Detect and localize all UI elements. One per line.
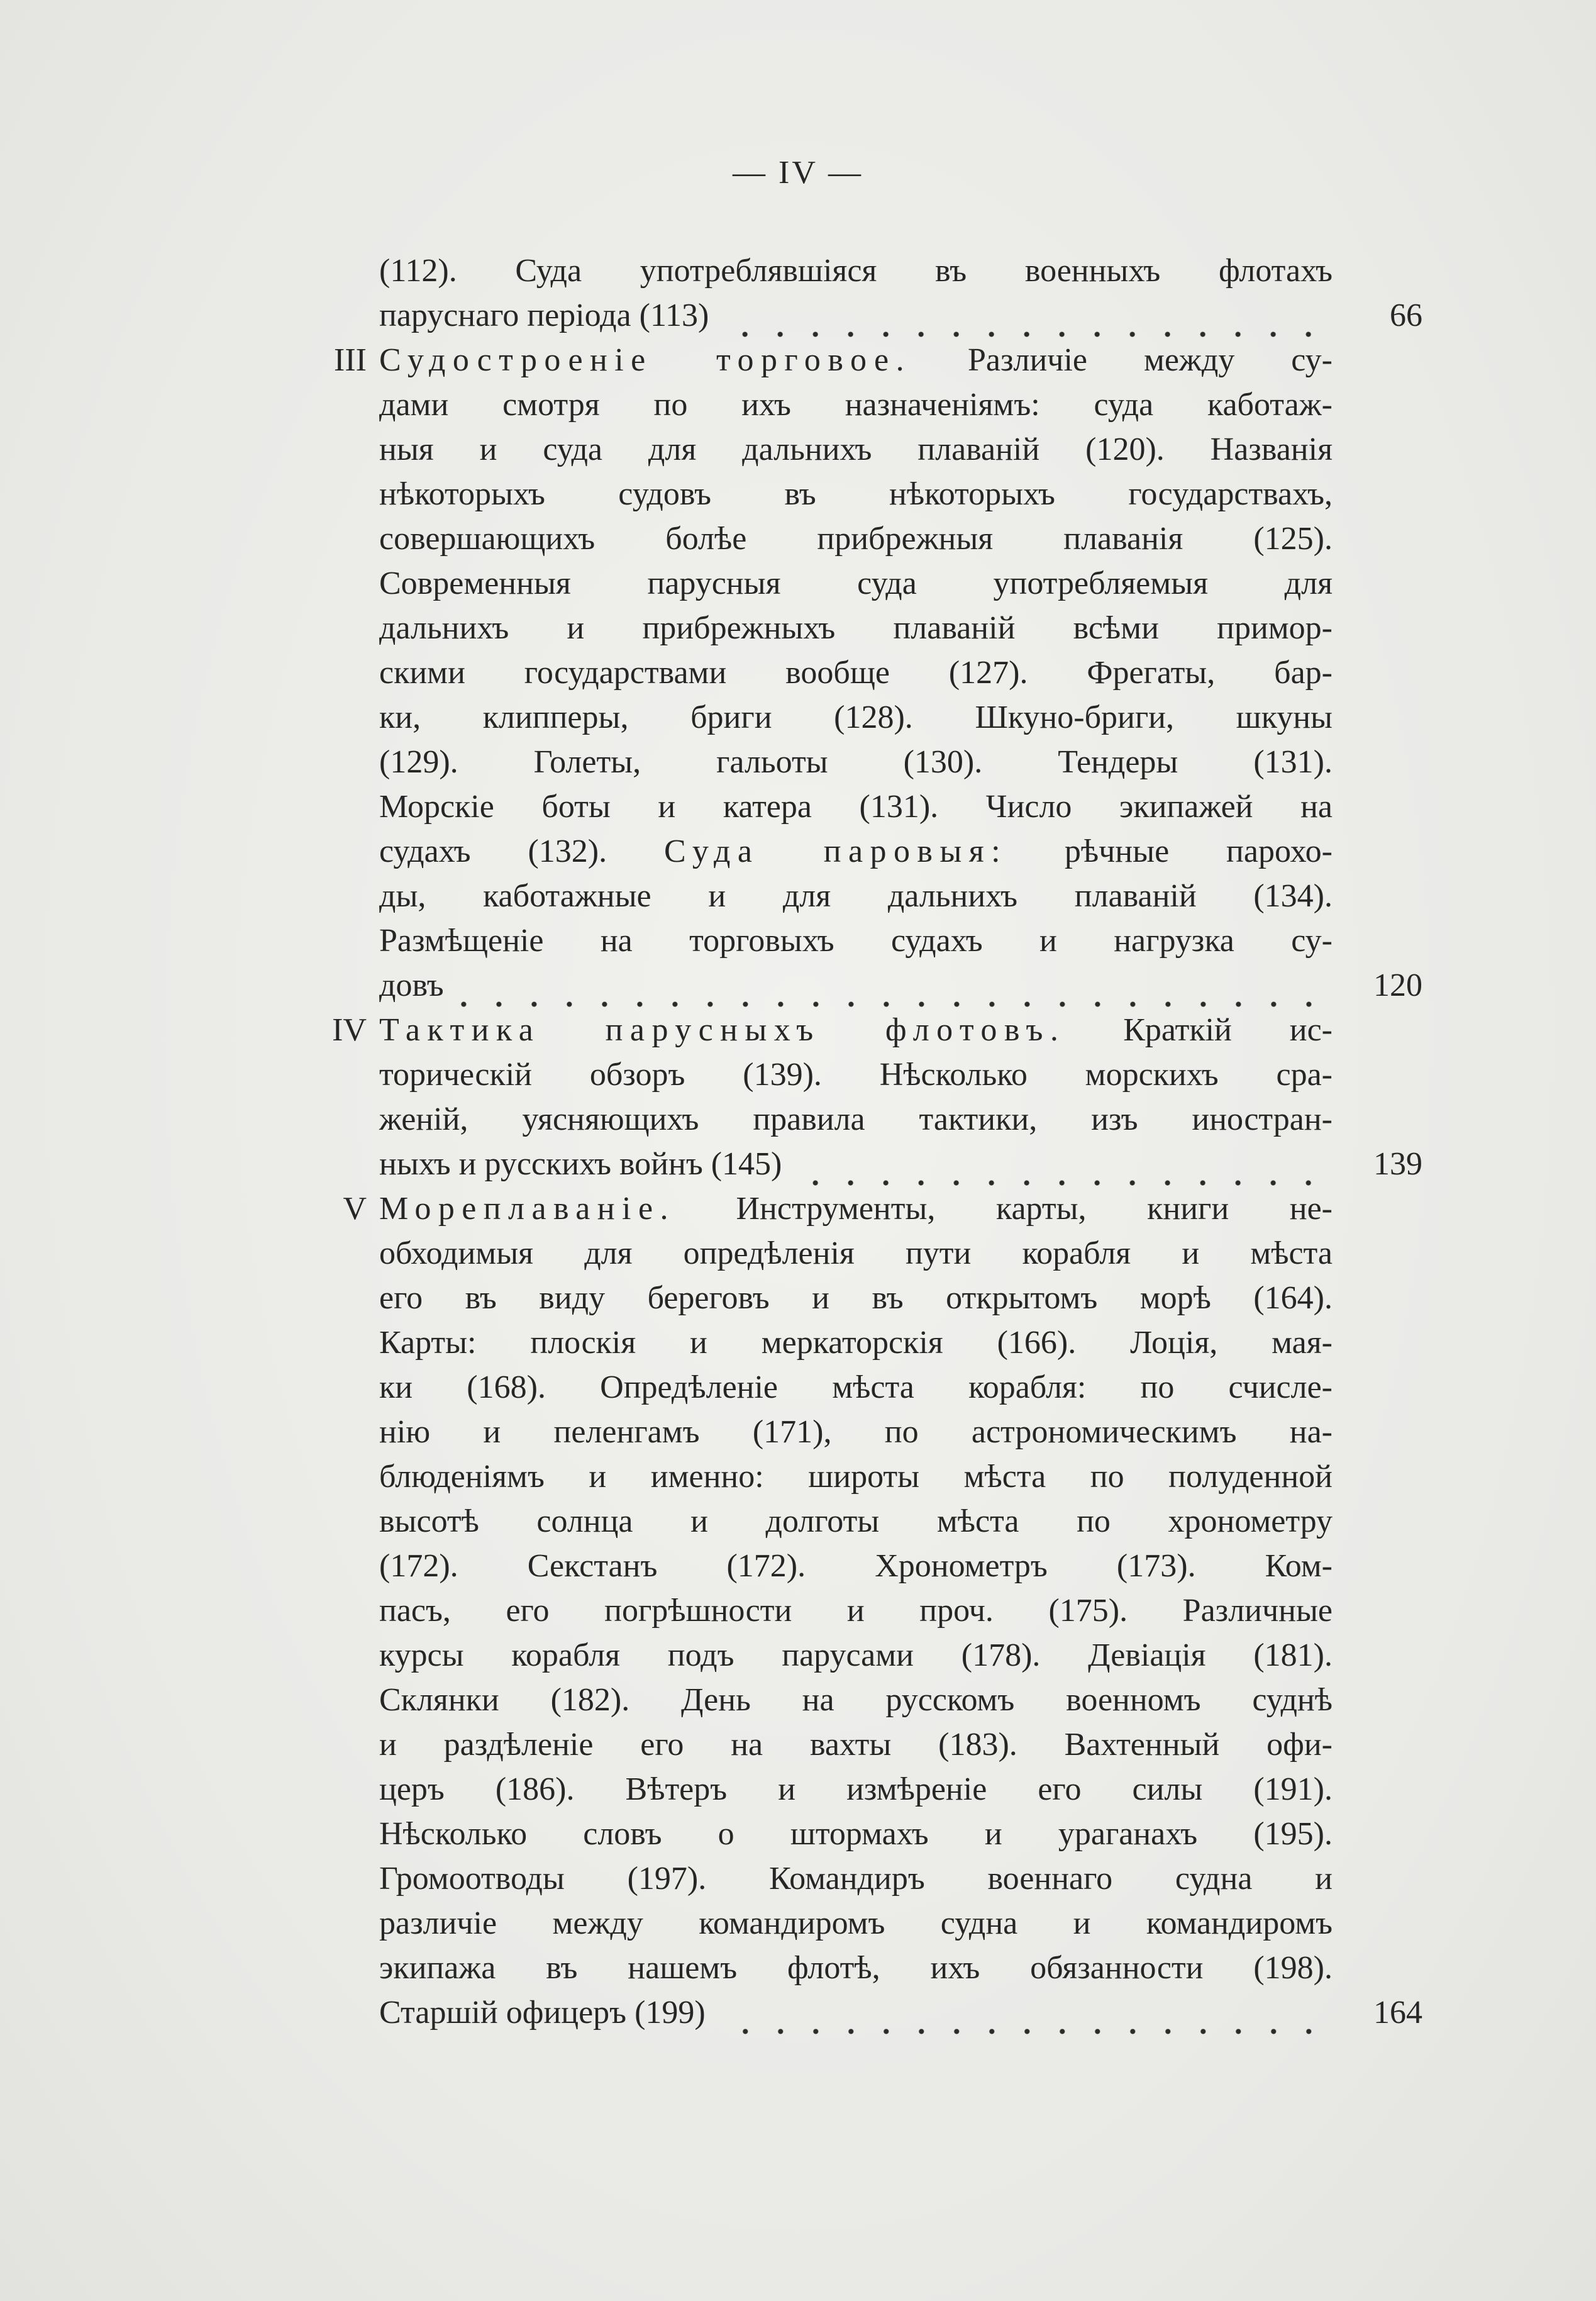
line-text	[379, 740, 1333, 784]
toc-line	[0, 1901, 1596, 1946]
text-segment: нѣкоторыхъ судовъ въ нѣкоторыхъ государствахъ,	[379, 476, 1333, 512]
line-text	[379, 1008, 1333, 1052]
toc-line	[0, 740, 1596, 784]
line-text	[379, 1410, 1333, 1454]
page-reference: 139	[1373, 1146, 1422, 1182]
text-segment: паруснаго періода (113)	[379, 298, 709, 333]
text-segment: рѣчные парохо-	[1007, 833, 1333, 869]
text-segment: судахъ (132).	[379, 833, 664, 869]
toc-line	[0, 248, 1596, 293]
text-segment: высотѣ солнца и долготы мѣста по хронометру	[379, 1503, 1333, 1539]
text-segment: церъ (186). Вѣтеръ и измѣреніе его силы (191).	[379, 1771, 1333, 1807]
line-text	[379, 606, 1333, 650]
chapter-title: Суда паровыя:	[664, 833, 1008, 869]
text-segment: экипажа въ нашемъ флотѣ, ихъ обязанности (198).	[379, 1950, 1333, 1986]
line-text	[379, 1633, 1333, 1678]
text-segment: торическій обзоръ (139). Нѣсколько морскихъ сра-	[379, 1057, 1333, 1093]
text-segment: скими государствами вообще (127). Фрегаты, бар-	[379, 655, 1333, 691]
toc-line	[0, 650, 1596, 695]
toc-line	[0, 874, 1596, 918]
line-text	[379, 516, 1333, 561]
dot-leader	[724, 293, 1326, 338]
text-segment: ки, клипперы, бриги (128). Шкуно-бриги, шкуны	[379, 699, 1333, 735]
toc-line	[0, 1365, 1596, 1410]
toc-line	[0, 427, 1596, 472]
text-segment: нію и пеленгамъ (171), по астрономическимъ на-	[379, 1414, 1333, 1450]
text-segment: (172). Секстанъ (172). Хронометръ (173). Ком-	[379, 1548, 1333, 1584]
line-text	[379, 1901, 1333, 1946]
table-of-contents	[0, 248, 1596, 2035]
text-segment: Инструменты, карты, книги не-	[675, 1191, 1333, 1227]
text-segment: различіе между командиромъ судна и командиромъ	[379, 1905, 1333, 1941]
chapter-title: Мореплаваніе.	[379, 1191, 675, 1227]
line-text	[379, 784, 1333, 829]
text-segment: Старшій офицеръ (199)	[379, 1995, 706, 2031]
toc-line	[0, 1186, 1596, 1231]
line-text	[379, 427, 1333, 472]
line-text	[379, 1722, 1333, 1767]
line-text	[379, 293, 1333, 338]
toc-line	[0, 784, 1596, 829]
line-text	[379, 382, 1333, 427]
toc-line	[0, 561, 1596, 606]
line-text	[379, 918, 1333, 963]
line-text	[379, 874, 1333, 918]
toc-line	[0, 382, 1596, 427]
toc-line	[0, 1544, 1596, 1588]
toc-line	[0, 918, 1596, 963]
toc-line	[0, 1231, 1596, 1276]
line-text	[379, 1946, 1333, 1990]
line-text	[379, 1142, 1333, 1186]
line-text	[379, 1990, 1333, 2035]
page-reference: 120	[1373, 967, 1422, 1003]
line-text	[379, 1186, 1333, 1231]
text-segment: Склянки (182). День на русскомъ военномъ суднѣ	[379, 1682, 1333, 1718]
toc-line	[0, 1633, 1596, 1678]
line-text	[379, 338, 1333, 382]
line-text	[379, 1365, 1333, 1410]
line-text	[379, 1588, 1333, 1633]
text-segment: Различіе между су-	[911, 342, 1333, 378]
toc-line	[0, 1767, 1596, 1812]
text-segment: его въ виду береговъ и въ открытомъ морѣ (164).	[379, 1280, 1333, 1316]
text-segment: Краткій ис-	[1065, 1012, 1333, 1048]
line-text	[379, 1052, 1333, 1097]
text-segment: дами смотря по ихъ назначеніямъ: суда каботаж-	[379, 387, 1333, 423]
line-text	[379, 829, 1333, 874]
line-text	[379, 472, 1333, 516]
toc-line	[0, 1499, 1596, 1544]
toc-line	[0, 1276, 1596, 1320]
toc-line	[0, 1722, 1596, 1767]
toc-line	[0, 338, 1596, 382]
text-segment: Морскіе боты и катера (131). Число экипажей на	[379, 789, 1333, 825]
toc-line	[0, 1856, 1596, 1901]
line-text	[379, 1678, 1333, 1722]
toc-line	[0, 1454, 1596, 1499]
page-reference: 66	[1390, 298, 1422, 333]
line-text	[379, 561, 1333, 606]
toc-line	[0, 1097, 1596, 1142]
toc-line	[0, 293, 1596, 338]
text-segment: Громоотводы (197). Командиръ военнаго судна и	[379, 1861, 1333, 1897]
text-segment: дальнихъ и прибрежныхъ плаваній всѣми примор-	[379, 610, 1333, 646]
text-segment: ныя и суда для дальнихъ плаваній (120). Названія	[379, 432, 1333, 467]
text-segment: совершающихъ болѣе прибрежныя плаванія (125).	[379, 521, 1333, 557]
line-text	[379, 1812, 1333, 1856]
line-text	[379, 1499, 1333, 1544]
toc-line	[0, 1410, 1596, 1454]
chapter-title: Тактика парусныхъ флотовъ.	[379, 1012, 1066, 1048]
line-text	[379, 1767, 1333, 1812]
dot-leader	[459, 963, 1326, 1008]
chapter-numeral: V	[343, 1191, 367, 1227]
text-segment: ды, каботажные и для дальнихъ плаваній (134).	[379, 878, 1333, 914]
line-text	[379, 1231, 1333, 1276]
dot-leader	[797, 1142, 1326, 1186]
line-text	[379, 695, 1333, 740]
text-segment: Карты: плоскія и меркаторскія (166). Лоція, мая-	[379, 1325, 1333, 1361]
toc-line	[0, 1678, 1596, 1722]
text-segment: Нѣсколько словъ о штормахъ и ураганахъ (195).	[379, 1816, 1333, 1852]
text-segment: блюденіямъ и именно: широты мѣста по полуденной	[379, 1459, 1333, 1495]
toc-line	[0, 472, 1596, 516]
toc-line	[0, 1320, 1596, 1365]
toc-line	[0, 963, 1596, 1008]
toc-line	[0, 695, 1596, 740]
line-text	[379, 1276, 1333, 1320]
line-text	[379, 963, 1333, 1008]
chapter-numeral: III	[334, 342, 367, 378]
toc-line	[0, 1812, 1596, 1856]
line-text	[379, 1320, 1333, 1365]
text-segment: (129). Голеты, гальоты (130). Тендеры (131).	[379, 744, 1333, 780]
page-reference: 164	[1373, 1995, 1422, 2031]
toc-line	[0, 1008, 1596, 1052]
line-text	[379, 1544, 1333, 1588]
text-segment: Современныя парусныя суда употребляемыя для	[379, 566, 1333, 601]
line-text	[379, 1454, 1333, 1499]
text-segment: ки (168). Опредѣленіе мѣста корабля: по счисле-	[379, 1369, 1333, 1405]
toc-line	[0, 1990, 1596, 2035]
toc-line	[0, 829, 1596, 874]
line-text	[379, 1856, 1333, 1901]
text-segment: довъ	[379, 967, 444, 1003]
line-text	[379, 650, 1333, 695]
chapter-numeral: IV	[332, 1012, 367, 1048]
text-segment: курсы корабля подъ парусами (178). Девіація (181).	[379, 1637, 1333, 1673]
toc-line	[0, 1142, 1596, 1186]
line-text	[379, 248, 1333, 293]
toc-line	[0, 516, 1596, 561]
toc-line	[0, 606, 1596, 650]
toc-line	[0, 1052, 1596, 1097]
toc-line	[0, 1946, 1596, 1990]
text-segment: женій, уясняющихъ правила тактики, изъ иностран-	[379, 1101, 1333, 1137]
text-segment: (112). Суда употреблявшіяся въ военныхъ флотахъ	[379, 253, 1333, 289]
text-segment: ныхъ и русскихъ войнъ (145)	[379, 1146, 782, 1182]
text-segment: обходимыя для опредѣленія пути корабля и мѣста	[379, 1235, 1333, 1271]
text-segment: Размѣщеніе на торговыхъ судахъ и нагрузка су-	[379, 923, 1333, 959]
text-segment: пасъ, его погрѣшности и проч. (175). Различные	[379, 1593, 1333, 1629]
dot-leader	[721, 1990, 1326, 2035]
line-text	[379, 1097, 1333, 1142]
page-number-header: — IV —	[733, 155, 863, 191]
chapter-title: Судостроеніе торговое.	[379, 342, 912, 378]
text-segment: и раздѣленіе его на вахты (183). Вахтенный офи-	[379, 1727, 1333, 1763]
toc-line	[0, 1588, 1596, 1633]
